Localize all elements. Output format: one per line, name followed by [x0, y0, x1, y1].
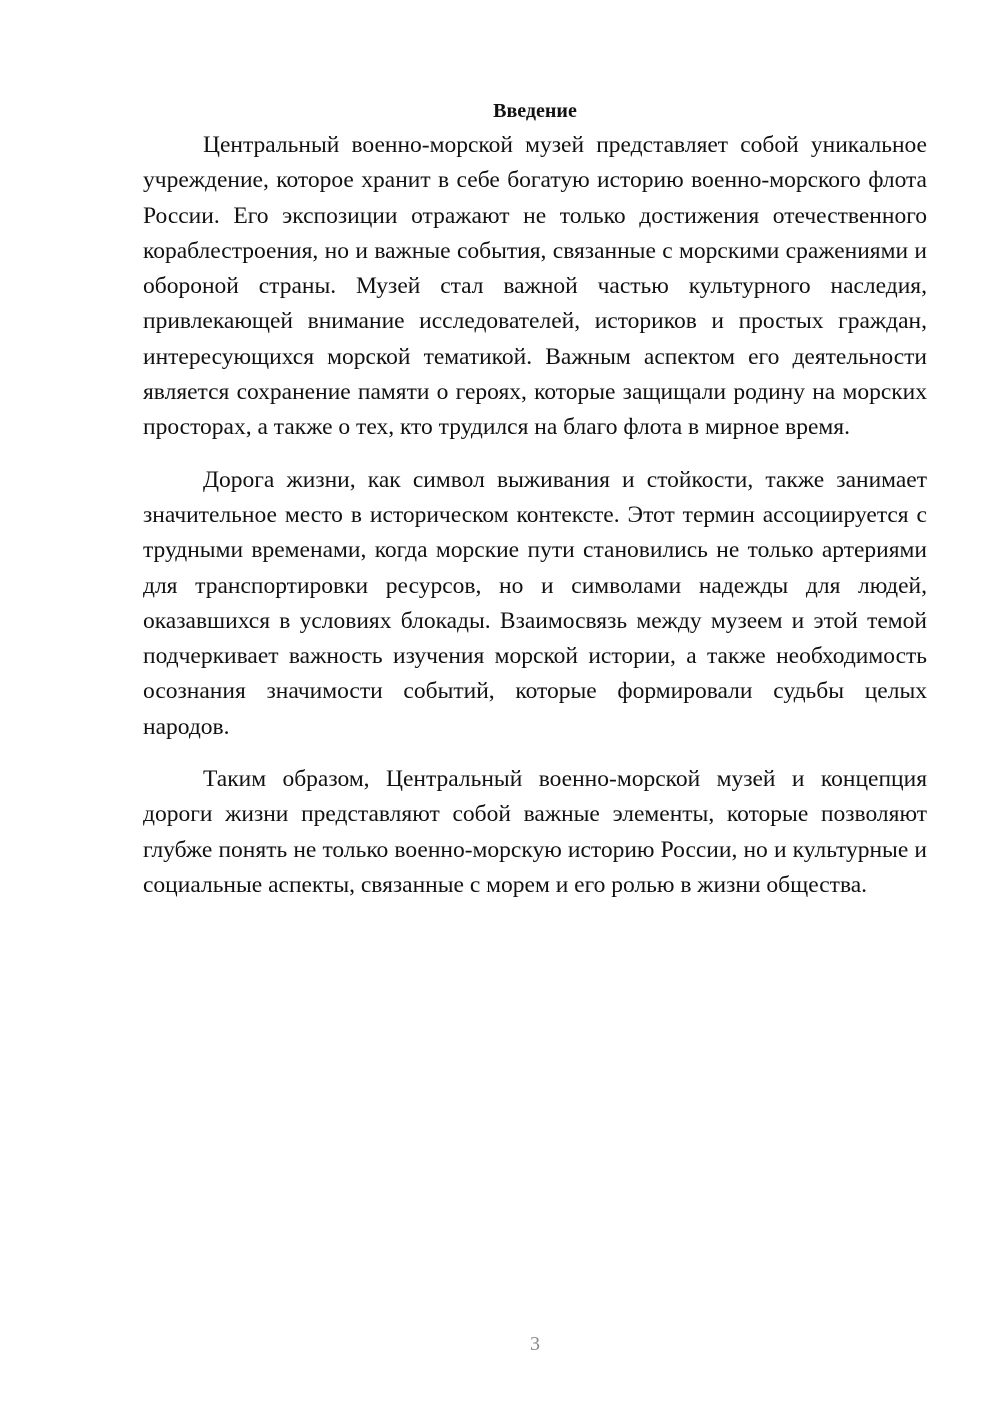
paragraph-2: Дорога жизни, как символ выживания и стойкости, также занимает значительное место в историческом контексте. Этот термин ассоциируется с трудными временами, когда морские пути становились не только артериями для транспортировки ресурсов, но и символами надежды для людей, оказавшихся в условиях блокады. Взаимосвязь между музеем и этой темой подчеркивает важность изучения морской истории, а также необходимость осознания значимости событий, которые формировали судьбы целых народов. — [143, 466, 927, 740]
page-body — [143, 94, 927, 903]
paragraph-1: Центральный военно-морской музей представляет собой уникальное учреждение, которое хранит в себе богатую историю военно-морского флота России. Его экспозиции отражают не только достижения отечественного кораблестроения, но и важные события, связанные с морскими сражениями и обороной страны. Музей стал важной частью культурного наследия, привлекающей внимание исследователей, историков и простых граждан, интересующихся морской тематикой. Важным аспектом его деятельности является сохранение памяти о героях, которые защищали родину на морских просторах, а также о тех, кто трудился на благо флота в мирное время. — [143, 132, 927, 441]
page-number: 3 — [530, 1333, 540, 1355]
section-heading: Введение — [493, 100, 577, 122]
paragraph-3: Таким образом, Центральный военно-морской музей и концепция дороги жизни представляют собой важные элементы, которые позволяют глубже понять не только военно-морскую историю России, но и культурные и социальные аспекты, связанные с морем и его ролью в жизни общества. — [143, 766, 927, 898]
